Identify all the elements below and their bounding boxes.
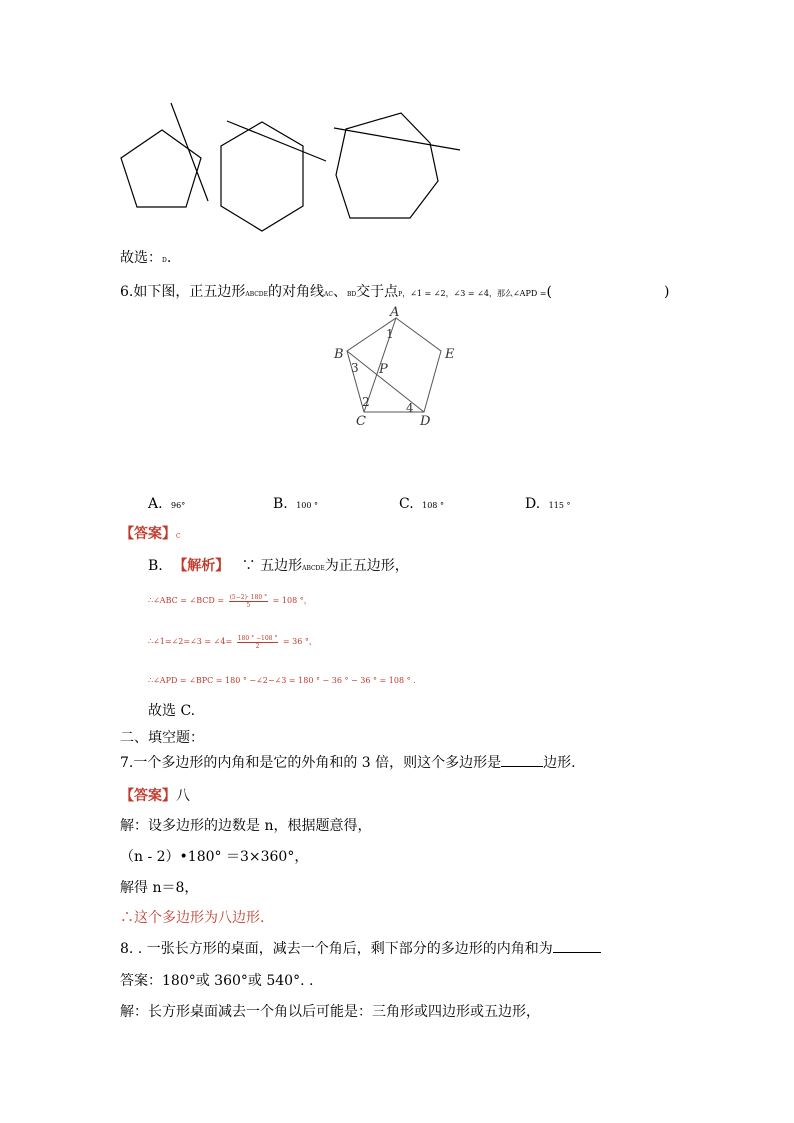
q7-solution-2: （n - 2）•180° ＝3×360°， bbox=[120, 849, 309, 865]
q6-text-c: 、 bbox=[332, 284, 347, 300]
vertex-e-label: E bbox=[445, 347, 455, 362]
q6-option-b-value: 100 ° bbox=[296, 501, 319, 510]
q6-analysis-header bbox=[148, 557, 409, 575]
q8-text: 8. . 一张长方形的桌面，减去一个角后，剩下部分的多边形的内角和为 bbox=[120, 941, 553, 957]
q7-answer bbox=[120, 787, 190, 805]
q6-because-tail: 为正五边形， bbox=[324, 558, 409, 574]
q6-conclusion: 故选 C. bbox=[148, 703, 196, 719]
q6-answer-tag: 【答案】 bbox=[120, 526, 176, 542]
q6-because: ∵ 五边形 bbox=[241, 558, 303, 574]
angle-4-label: 4 bbox=[406, 401, 414, 415]
angle-2-label: 2 bbox=[362, 395, 370, 409]
q6-option-c[interactable] bbox=[399, 495, 444, 513]
q6-sub-abcde: ABCDE bbox=[245, 291, 268, 298]
q6-option-d-value: 115 ° bbox=[548, 501, 571, 510]
q7-solution-4: ∴这个多边形为八边形. bbox=[120, 910, 265, 926]
q7-text-a: 7.一个多边形的内角和是它的外角和的 3 倍，则这个多边形是 bbox=[120, 755, 502, 771]
q6-option-a-letter: A. bbox=[148, 496, 163, 512]
q6-step-2-fraction bbox=[237, 635, 279, 650]
q6-option-d[interactable] bbox=[525, 495, 570, 513]
q7-text-b: 边形. bbox=[543, 755, 576, 771]
vertex-b-label: B bbox=[334, 347, 344, 362]
section-2-title: 二、填空题： bbox=[120, 730, 204, 746]
q6-option-c-letter: C. bbox=[399, 496, 414, 512]
q6-paren-open: ( bbox=[546, 284, 552, 300]
q6-option-c-value: 108 ° bbox=[422, 501, 444, 510]
q6-step-1-tail: = 108 °， bbox=[272, 596, 312, 605]
q6-text-e: ，∠1 = ∠2，∠3 = ∠4，那么 bbox=[402, 289, 513, 298]
q6-text-a: 6.如下图，正五边形 bbox=[120, 284, 246, 300]
q6-sub-apd: ∠APD = bbox=[512, 289, 547, 298]
q6-option-b[interactable] bbox=[273, 495, 318, 513]
q6-option-d-letter: D. bbox=[525, 496, 541, 512]
q7-solution-3: 解得 n＝8， bbox=[120, 880, 199, 896]
q6-answer-value: C bbox=[176, 533, 181, 540]
q6-step-1 bbox=[148, 592, 312, 610]
q6-step-1-numerator: (5−2)· 180 ° bbox=[229, 593, 268, 601]
q6-answer bbox=[120, 525, 181, 543]
q8-answer: 答案：180°或 360°或 540°. . bbox=[120, 973, 314, 989]
q6-analysis-tag: 【解析】 bbox=[173, 558, 230, 574]
q6-sub-bd: BD bbox=[346, 291, 357, 298]
q7-answer-tag: 【答案】 bbox=[120, 788, 176, 804]
q6-step-2-head: ∴∠1=∠2=∠3 = ∠4= bbox=[148, 637, 233, 646]
q6-step-3: ∴∠APD = ∠BPC = 180 ° −∠2−∠3 = 180 ° − 36 ° − 36 ° = 108 ° . bbox=[148, 676, 416, 685]
q6-option-b-letter: B. bbox=[273, 496, 288, 512]
q6-step-2-denominator: 2 bbox=[255, 642, 260, 650]
q7-answer-value: 八 bbox=[176, 788, 190, 804]
angle-1-label: 1 bbox=[386, 327, 394, 341]
point-p-label: P bbox=[379, 362, 388, 377]
q6-sub-p: P bbox=[398, 291, 403, 298]
vertex-a-label: A bbox=[390, 305, 400, 320]
q6-text-b: 的对角线 bbox=[268, 284, 324, 300]
q6-step-2 bbox=[148, 633, 317, 651]
q6-step-2-numerator: 180 ° −108 ° bbox=[237, 634, 278, 642]
q6-option-a[interactable] bbox=[148, 495, 185, 513]
q7-question bbox=[120, 754, 576, 772]
q6-step-1-fraction bbox=[229, 594, 269, 609]
q5-answer-suffix: . bbox=[166, 250, 172, 266]
q6-paren-close: ) bbox=[664, 284, 670, 300]
angle-3-label: 3 bbox=[351, 361, 359, 375]
q8-question bbox=[120, 940, 601, 958]
q8-solution-1: 解：长方形桌面减去一个角以后可能是：三角形或四边形或五边形， bbox=[120, 1004, 540, 1020]
vertex-c-label: C bbox=[356, 414, 366, 429]
q6-analysis-b: B. bbox=[148, 558, 163, 574]
q6-sub-ac: AC bbox=[324, 291, 333, 298]
q6-option-a-value: 96° bbox=[171, 501, 186, 510]
q6-because-sub: ABCDE bbox=[302, 565, 325, 572]
q6-step-2-tail: = 36 °， bbox=[282, 637, 317, 646]
q5-answer-letter: D bbox=[162, 257, 167, 264]
q7-solution-1: 解：设多边形的边数是 n，根据题意得， bbox=[120, 818, 372, 834]
q8-answer-blank[interactable] bbox=[553, 940, 601, 953]
vertex-d-label: D bbox=[420, 414, 431, 429]
q7-answer-blank[interactable] bbox=[501, 754, 543, 767]
q6-step-1-denominator: 5 bbox=[246, 601, 251, 609]
q6-step-1-head: ∴∠ABC = ∠BCD = bbox=[148, 596, 225, 605]
q6-text-d: 交于点 bbox=[356, 284, 399, 300]
q5-answer-prefix: 故选： bbox=[120, 250, 162, 266]
